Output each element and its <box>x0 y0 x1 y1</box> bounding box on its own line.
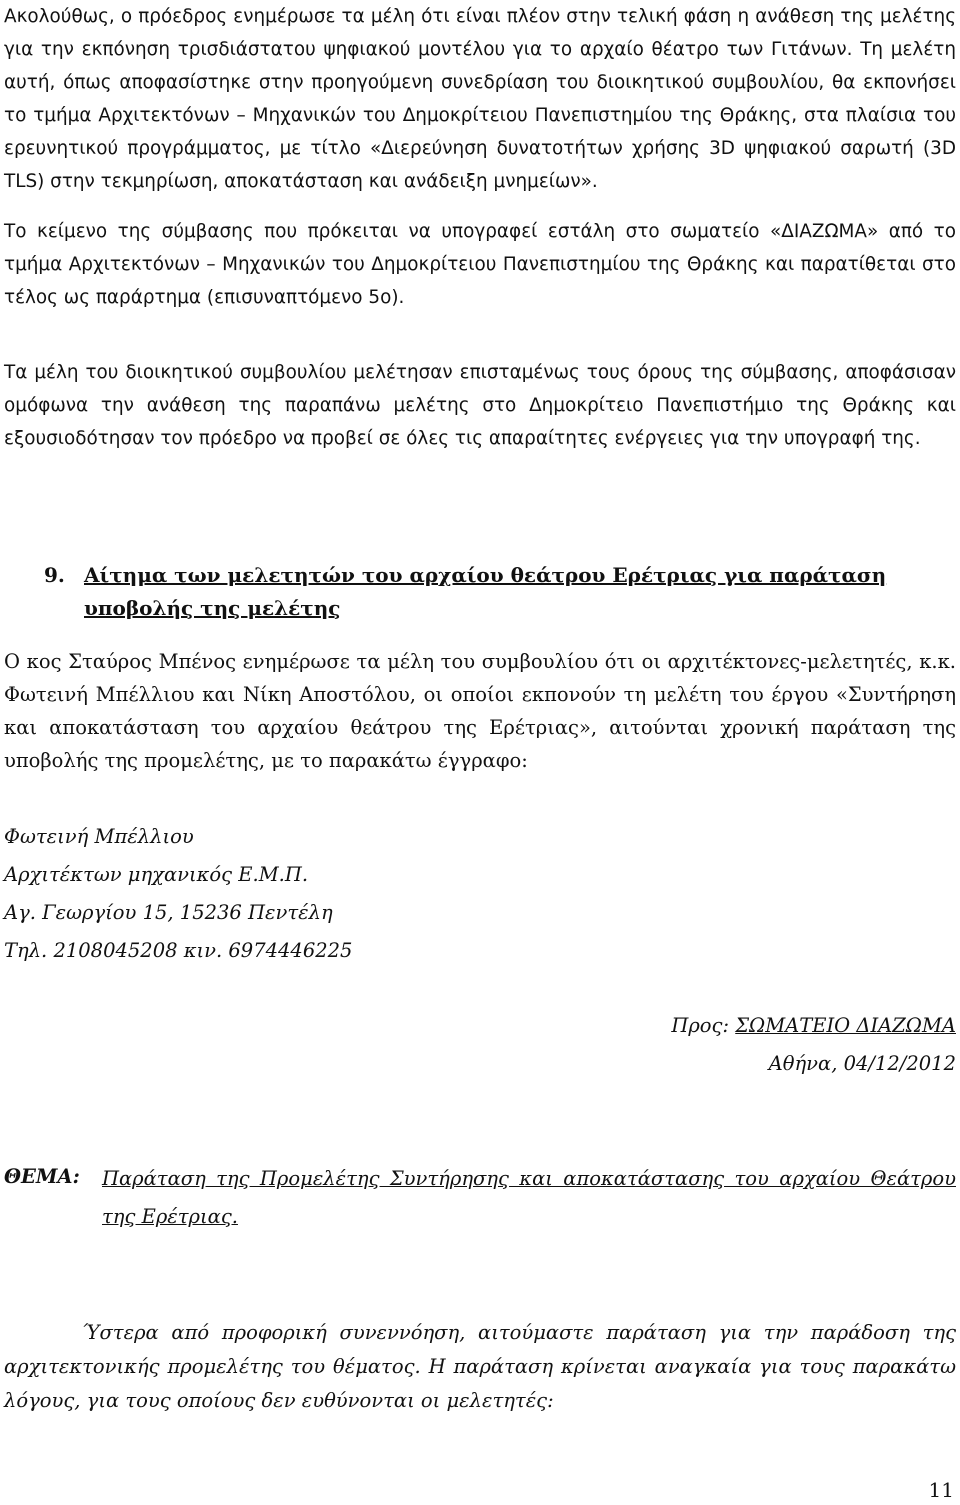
section-title: Αίτημα των μελετητών του αρχαίου θεάτρου Ερέτριας για παράταση υποβολής της μελέτης <box>84 563 887 620</box>
paragraph-theatre-gitana: Ακολούθως, ο πρόεδρος ενημέρωσε τα μέλη ότι είναι πλέον στην τελική φάση η ανάθεση της μελέτης για την εκπόνηση τρισδιάστατου ψηφιακού μοντέλου για το αρχαίο θέατρο των Γιτάνων. Τη μελέτη αυτή, όπως αποφασίστηκε στην προηγούμενη συνεδρίαση του διοικητικού συμβουλίου, θα εκπονήσει το τμήμα Αρχιτεκτόνων – Μηχανικών του Δημοκρίτειου Πανεπιστημίου της Θράκης, στα πλαίσια του ερευνητικού προγράμματος, με τίτλο «Διερεύνηση δυνατοτήτων χρήσης 3D ψηφιακού σαρωτή (3D TLS) στην τεκμηρίωση, αποκατάσταση και ανάδειξη μνημείων». <box>4 6 956 192</box>
letter-sender-name: Φωτεινή Μπέλλιου <box>4 825 194 848</box>
paragraph-board-decision: Τα μέλη του διοικητικού συμβουλίου μελέτησαν επισταμένως τους όρους της σύμβασης, αποφάσισαν ομόφωνα την ανάθεση της παραπάνω μελέτης στο Δημοκρίτειο Πανεπιστήμιο της Θράκης και εξουσιοδότησαν τον πρόεδρο να προβεί σε όλες τις απαραίτητες ενέργειες για την υπογραφή της. <box>4 362 956 449</box>
paragraph-section-body: Ο κος Σταύρος Μπένος ενημέρωσε τα μέλη του συμβουλίου ότι οι αρχιτέκτονες-μελετητές, κ.κ. Φωτεινή Μπέλλιου και Νίκη Αποστόλου, οι οποίοι εκπονούν τη μελέτη του έργου «Συντήρηση και αποκατάσταση του αρχαίου θεάτρου της Ερέτριας», αιτούνται χρονική παράταση της υποβολής της προμελέτης, με το παρακάτω έγγραφο: <box>4 650 956 772</box>
section-heading <box>4 559 956 625</box>
paragraph-contract-text: Το κείμενο της σύμβασης που πρόκειται να υπογραφεί εστάλη στο σωματείο «ΔΙΑΖΩΜΑ» από το τμήμα Αρχιτεκτόνων – Μηχανικών του Δημοκρίτειου Πανεπιστημίου της Θράκης και παρατίθεται στο τέλος ως παράρτημα (επισυναπτόμενο 5ο). <box>4 221 956 308</box>
letter-subject-text: Παράταση της Προμελέτης Συντήρησης και αποκατάστασης του αρχαίου Θεάτρου της Ερέτριας. <box>102 1167 956 1228</box>
letter-place-date: Αθήνα, 04/12/2012 <box>768 1052 956 1075</box>
page-number: 11 <box>928 1478 954 1502</box>
letter-sender-title: Αρχιτέκτων μηχανικός Ε.Μ.Π. <box>4 863 309 886</box>
letter-to-label: Προς: <box>671 1014 736 1037</box>
letter-subject-label: ΘΕΜΑ: <box>4 1165 80 1188</box>
letter-body: Ύστερα από προφορική συνεννόηση, αιτούμαστε παράταση για την παράδοση της αρχιτεκτονικής προμελέτης του θέματος. Η παράταση κρίνεται αναγκαία για τους παρακάτω λόγους, για τους οποίους δεν ευθύνονται οι μελετητές: <box>4 1321 956 1412</box>
section-number: 9. <box>44 563 65 587</box>
letter-recipient <box>4 1009 956 1042</box>
letter-to-recipient: ΣΩΜΑΤΕΙΟ ΔΙΑΖΩΜΑ <box>735 1014 956 1037</box>
letter-sender-address: Αγ. Γεωργίου 15, 15236 Πεντέλη <box>4 901 333 924</box>
letter-sender-phone: Τηλ. 2108045208 κιν. 6974446225 <box>4 939 353 962</box>
